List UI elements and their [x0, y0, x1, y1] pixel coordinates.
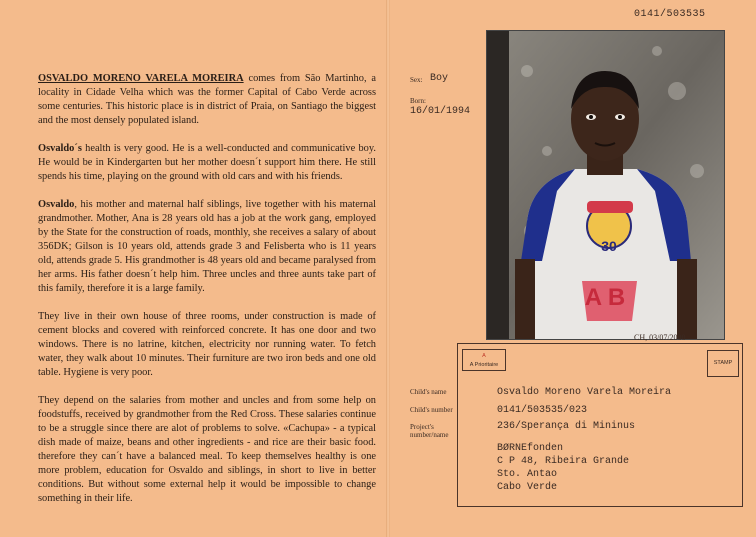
sponsor-address	[497, 442, 629, 494]
address-line: C P 48, Ribeira Grande	[497, 456, 630, 467]
project-label: Project's number/name	[410, 423, 449, 439]
priority-letter: A	[482, 353, 486, 359]
stamp-box: STAMP	[707, 350, 739, 377]
born-label: Born:	[410, 97, 426, 105]
bio-paragraph-5: They depend on the salaries from mother and uncles and from some help on foodstuffs, received by grandmother from the Red Cross. These salaries continue to be a struggle since there are alot of problems to solve. «Cachupa» - a typical dish made of maize, beans and other ingredients - and rice are their basic food. therefore they can´t have a balanced meal. To keep themselves healthy is one more problem, education for Osvaldo and siblings, in short to live in better conditions. But without some external help it would be impossible to change something in their life.	[38, 395, 376, 504]
sex-label: Sex:	[410, 76, 423, 84]
childs-name-label: Child's name	[410, 388, 447, 396]
bio-name-bold: Osvaldo´s	[38, 143, 82, 154]
bio-paragraph-3-text: , his mother and maternal half siblings, live together with his maternal grandmother. Mother, Ana is 28 years old has a job at the work gang, employed by the State for the construction of roads, monthly, she receives a salary of about 356DK; Gilson is 10 years old, attends grade 3 and Felisberta who is 11 years old, attends grade 5. His grandmother is 48 years old and became paralysed from her arms. His father doesn´t help him. Three uncles and three aunts take part of this family, therefore it is a large family.	[38, 199, 376, 294]
bio-paragraph-2-text: health is very good. He is a well-conducted and communicative boy. He would be in Kindergarten but her mother doesn´t support him there. He still spends his time, playing on the ground with old cars and with his friends.	[38, 143, 376, 182]
bio-paragraph-1	[38, 72, 376, 128]
project-value: 236/Sperança di Mininus	[497, 421, 636, 432]
child-photo	[486, 30, 725, 340]
photo-date-partial: CH, 03/07/2000	[634, 333, 686, 342]
bio-paragraph-1-text: comes from São Martinho, a locality in Cidade Velha which was the former Capital of Cabo Verde across some centuries. This historic place is in district of Praia, on Santiago the biggest and the most densely populated island.	[38, 73, 376, 126]
shirt-number: 30	[601, 238, 617, 254]
biography-text	[38, 72, 376, 520]
reference-number: 0141/503535	[634, 9, 706, 20]
sex-value: Boy	[430, 73, 449, 84]
address-line: Cabo Verde	[497, 482, 558, 493]
bio-name-bold: Osvaldo	[38, 199, 75, 210]
bio-paragraph-4: They live in their own house of three rooms, under construction is made of cement blocks and covered with reinforced concrete. It has one door and two windows. There is no latrine, kitchen, electricity nor running water. To fetch water, they walk about 10 minutes. Their furniture are two iron beds and one old table. Hygiene is very poor.	[38, 311, 376, 378]
born-value: 16/01/1994	[410, 106, 471, 117]
page-fold	[386, 0, 390, 537]
shirt-letters: A B	[584, 284, 626, 311]
bio-paragraph-2	[38, 142, 376, 184]
priority-mark	[462, 349, 506, 371]
childs-number-label: Child's number	[410, 406, 453, 414]
child-photo-illustration	[487, 31, 724, 339]
childs-name-value: Osvaldo Moreno Varela Moreira	[497, 387, 672, 398]
child-full-name: OSVALDO MORENO VARELA MOREIRA	[38, 73, 244, 84]
childs-number-value: 0141/503535/023	[497, 405, 588, 416]
address-line: BØRNEfonden	[497, 443, 564, 454]
bio-paragraph-3	[38, 198, 376, 296]
priority-label: A Prioritaire	[469, 362, 499, 368]
address-line: Sto. Antao	[497, 469, 558, 480]
